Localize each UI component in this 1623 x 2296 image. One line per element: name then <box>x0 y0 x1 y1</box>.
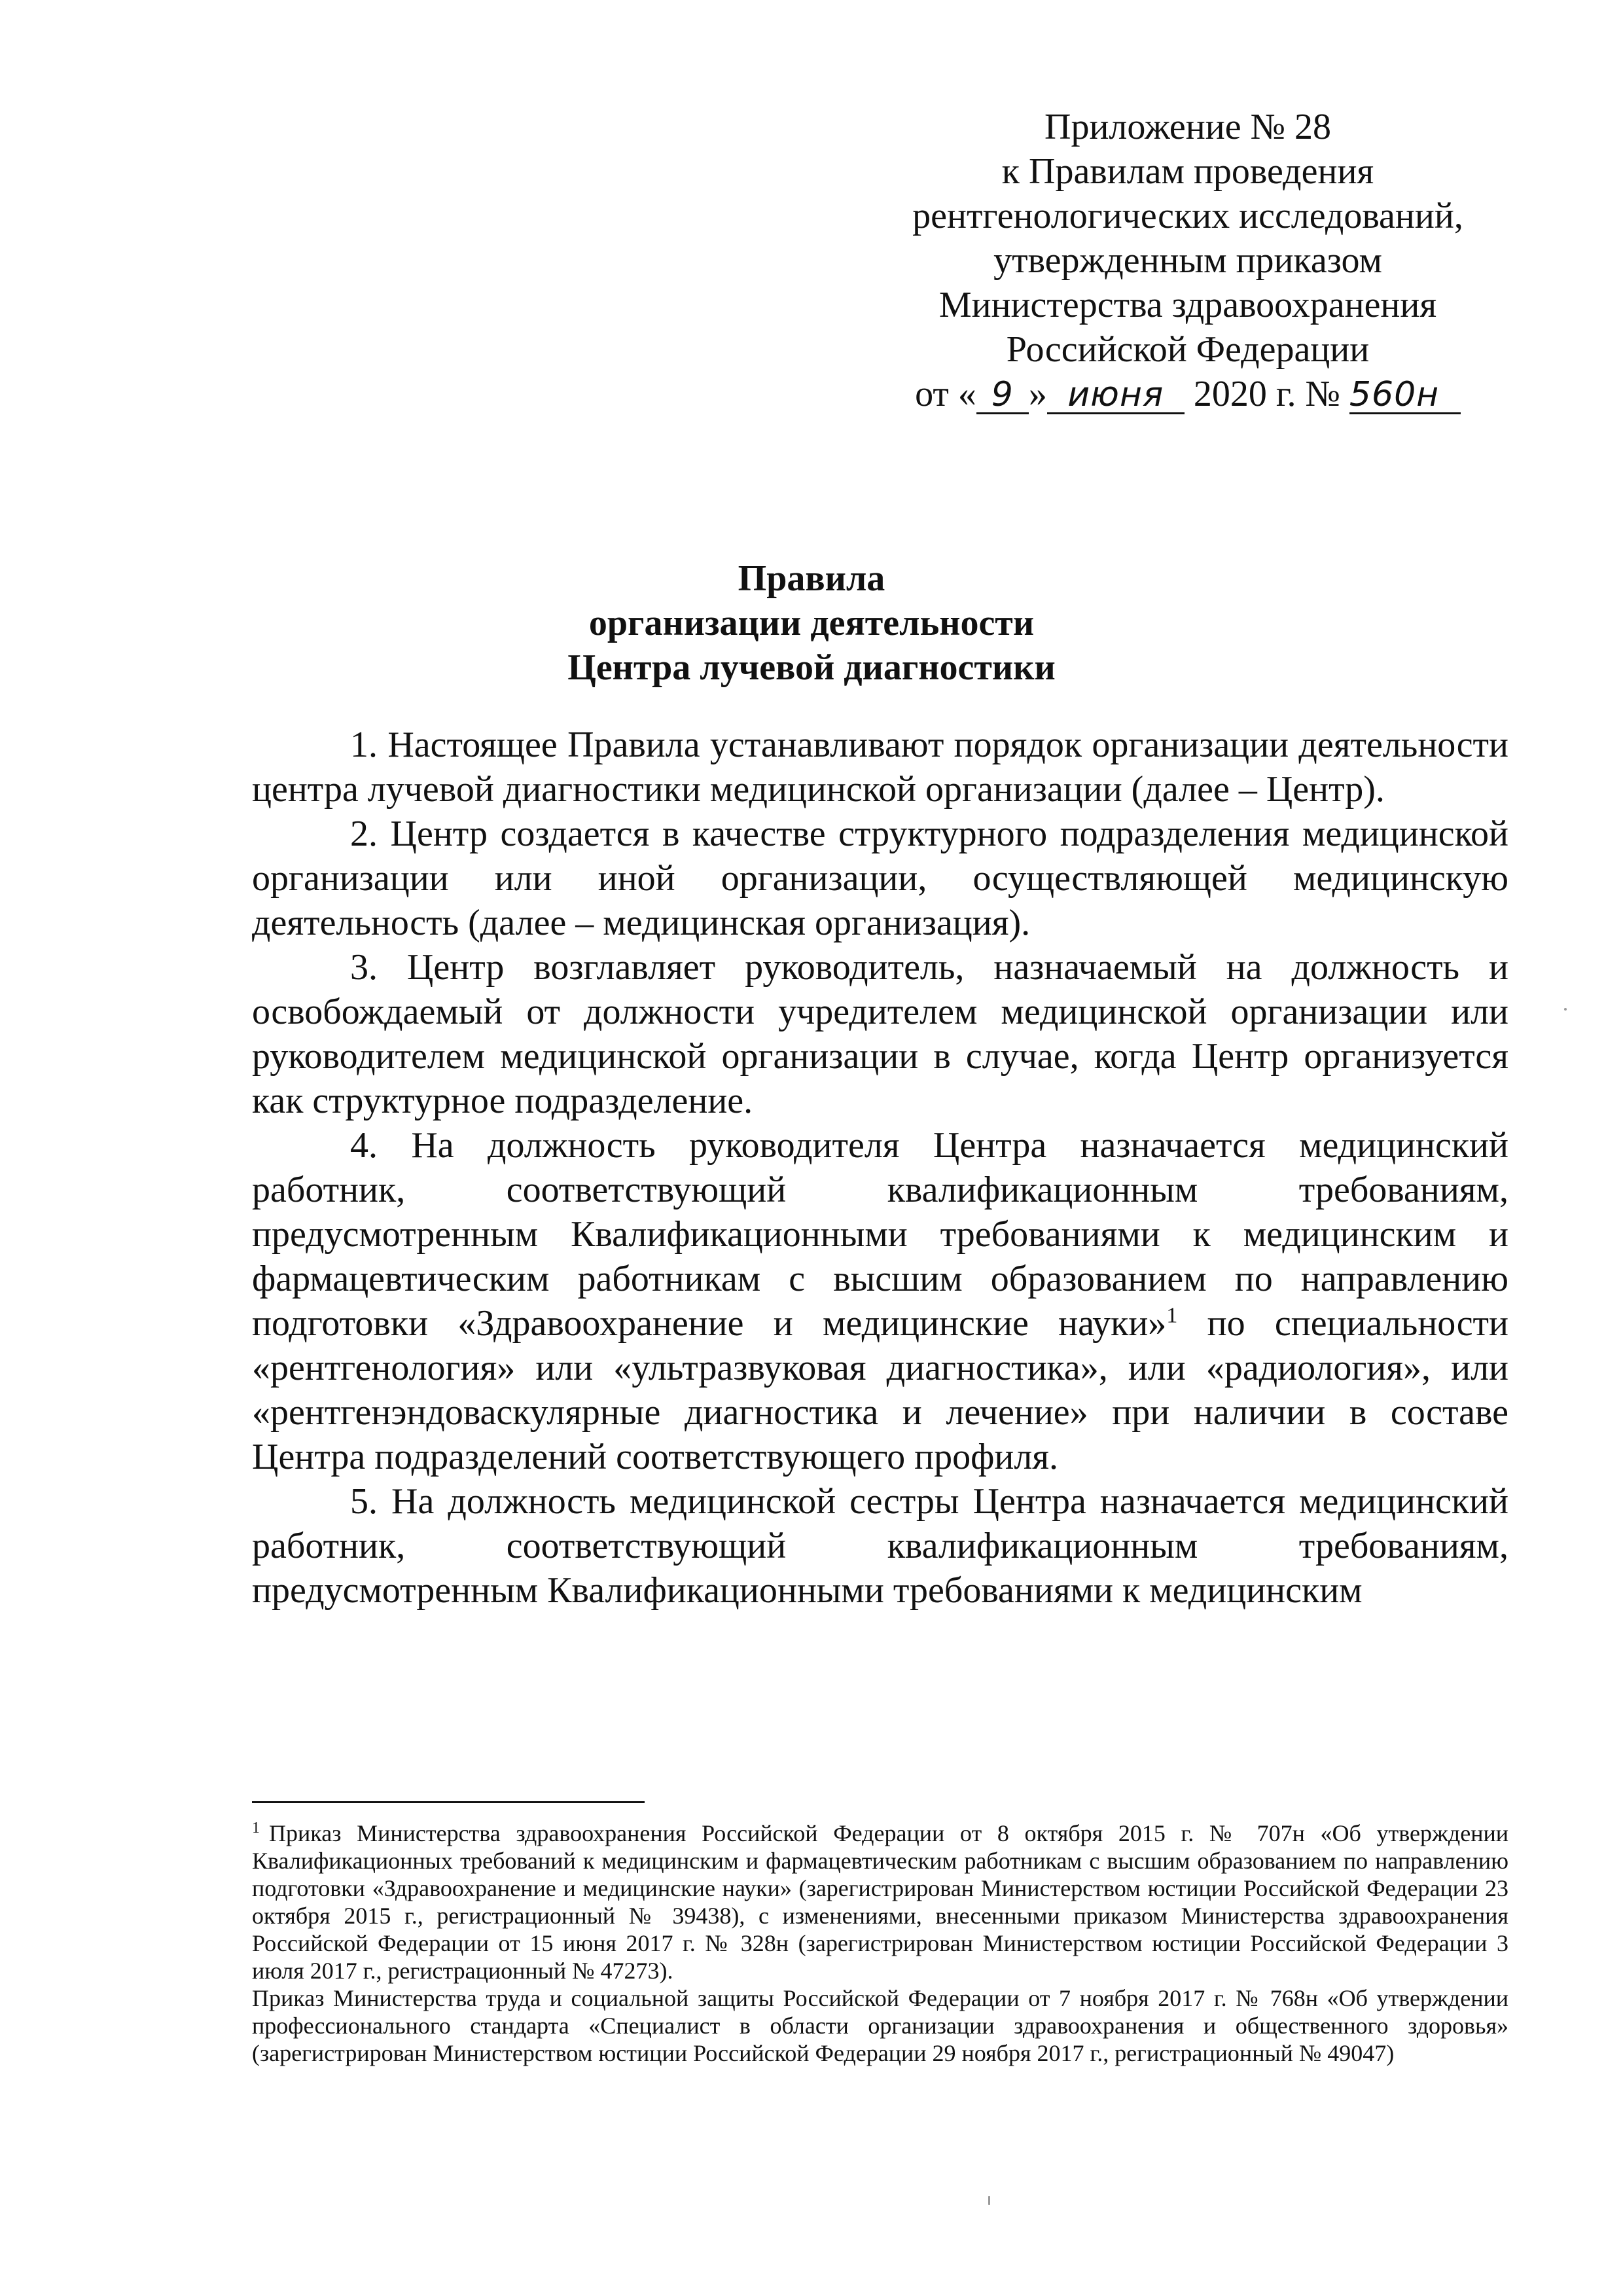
header-line-federation: Российской Федерации <box>1006 329 1370 370</box>
handwritten-day: 9 <box>976 377 1029 414</box>
scan-speck <box>988 2196 990 2205</box>
date-prefix: от « <box>915 374 976 414</box>
footnote-divider <box>252 1801 645 1803</box>
document-header <box>844 105 1531 416</box>
header-line-ministry: Министерства здравоохранения <box>938 285 1437 325</box>
handwritten-order-number: 560н <box>1349 377 1461 414</box>
header-line-approved: утвержденным приказом <box>993 240 1382 281</box>
footnote-1-text: Приказ Министерства здравоохранения Российской Федерации от 8 октября 2015 г. № 707н «Об утверждении Квалификационных требований к медицинским и фармацевтическим работникам с высшим образованием по направлению подготовки «Здравоохранение и медицинские науки» (зарегистрирован Министерством юстиции Российской Федерации 23 октября 2015 г., регистрационный № 39438), с изменениями, внесенными приказом Министерства здравоохранения Российской Федерации от 15 июня 2017 г. № 328н (зарегистрирован Министерством юстиции Российской Федерации 3 июля 2017 г., регистрационный № 47273). <box>252 1820 1508 1984</box>
paragraph-4 <box>252 1123 1508 1479</box>
scan-speck <box>1564 1008 1567 1011</box>
handwritten-month: июня <box>1047 377 1185 414</box>
title-center: Центра лучевой диагностики <box>567 647 1056 688</box>
year-and-number-label: 2020 г. № <box>1193 374 1340 414</box>
header-line-studies: рентгенологических исследований, <box>912 196 1463 236</box>
paragraph-3: 3. Центр возглавляет руководитель, назначаемый на должность и освобождаемый от должности учредителем медицинской организации или руководителем медицинской организации в случае, когда Центр организуется как структурное подразделение. <box>252 947 1508 1121</box>
footnote-reference[interactable]: 1 <box>1166 1303 1178 1328</box>
footnotes <box>252 1820 1508 2067</box>
paragraph-5: 5. На должность медицинской сестры Центра назначается медицинский работник, соответствующий квалификационным требованиям, предусмотренным Квалификационными требованиями к медицинским <box>252 1481 1508 1611</box>
paragraph-1: 1. Настоящее Правила устанавливают порядок организации деятельности центра лучевой диагностики медицинской организации (далее – Центр). <box>252 725 1508 810</box>
paragraph-4-text-end: по специальности «рентгенология» или «ультразвуковая диагностика», или «радиология», или «рентгенэндоваскулярные диагностика и лечение» при наличии в составе Центра подразделений соответствующего профиля. <box>252 1303 1508 1477</box>
paragraph-2: 2. Центр создается в качестве структурного подразделения медицинской организации или иной организации, осуществляющей медицинскую деятельность (далее – медицинская организация). <box>252 814 1508 943</box>
title-rules: Правила <box>738 558 885 599</box>
paragraph-4-text-start: 4. На должность руководителя Центра назначается медицинский работник, соответствующий квалификационным требованиям, предусмотренным Квалификационными требованиями к медицинским и фармацевтическим работникам с высшим образованием по направлению подготовки «Здравоохранение и медицинские науки» <box>252 1125 1508 1344</box>
appendix-number: Приложение № 28 <box>1044 107 1331 147</box>
footnote-mark: 1 <box>252 1820 260 1837</box>
footnote-1 <box>252 1820 1508 1984</box>
date-mid: » <box>1028 374 1047 414</box>
order-date-line <box>844 372 1531 416</box>
document-body <box>252 723 1508 1613</box>
document-title <box>0 556 1623 690</box>
header-line-rules: к Правилам проведения <box>1001 151 1374 192</box>
title-organization: организации деятельности <box>588 603 1035 643</box>
footnote-1-continuation: Приказ Министерства труда и социальной защиты Российской Федерации от 7 ноября 2017 г. № 768н «Об утверждении профессионального стандарта «Специалист в области организации здравоохранения и общественного здоровья» (зарегистрирован Министерством юстиции Российской Федерации 29 ноября 2017 г., регистрационный № 49047) <box>252 1985 1508 2066</box>
